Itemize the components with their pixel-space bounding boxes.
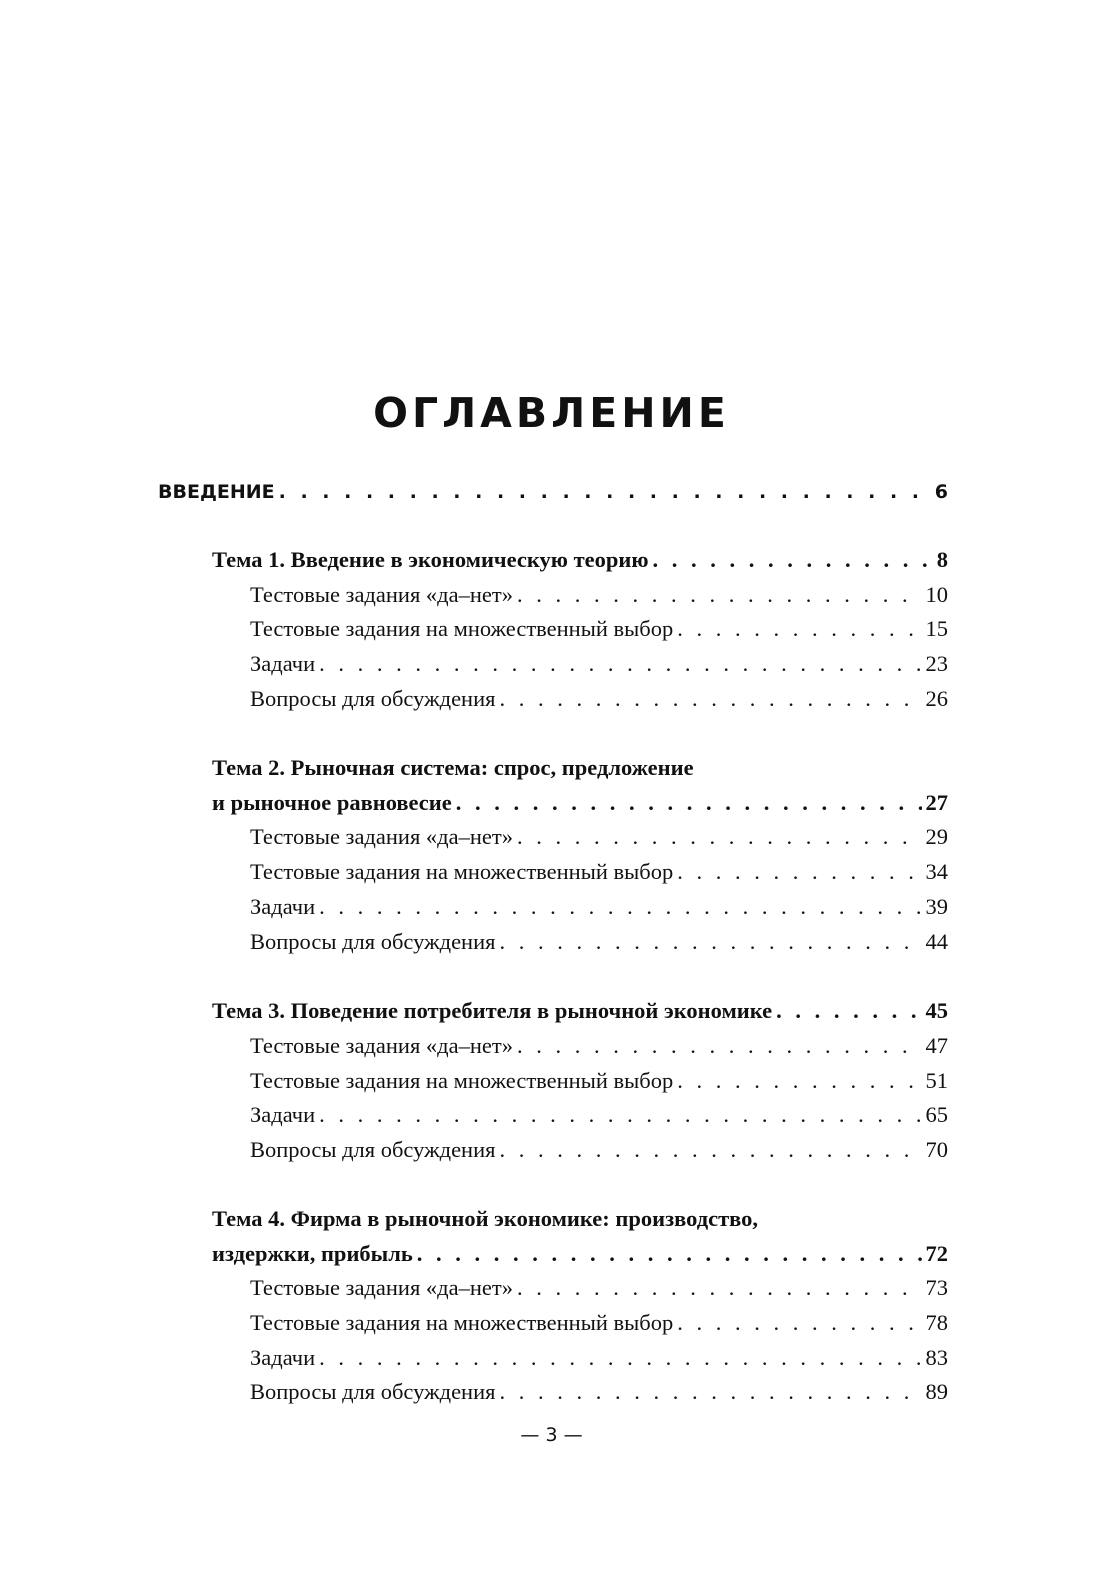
toc-topic-title: Тема 4. Фирма в рыночной экономике: производство, xyxy=(212,1206,759,1231)
toc-subentry-label: Задачи xyxy=(250,1102,316,1127)
toc-page-number: 10 xyxy=(925,582,948,607)
toc-subentry[interactable] xyxy=(250,1133,948,1167)
dot-leader xyxy=(517,1271,922,1305)
toc-subentry[interactable] xyxy=(250,1064,948,1098)
toc-subentry[interactable] xyxy=(250,1375,948,1409)
toc-subentry-label: Тестовые задания на множественный выбор xyxy=(250,1068,674,1093)
toc-page-number: 78 xyxy=(925,1310,948,1335)
dot-leader xyxy=(279,475,931,509)
toc-page-number: 73 xyxy=(925,1275,948,1300)
toc-page-number: 15 xyxy=(925,616,948,641)
toc-subentry[interactable] xyxy=(250,855,948,889)
toc-page-number: 70 xyxy=(925,1137,948,1162)
toc-subentry[interactable] xyxy=(250,1306,948,1340)
dot-leader xyxy=(677,612,921,646)
dot-leader xyxy=(500,925,922,959)
toc-subentry-label: Вопросы для обсуждения xyxy=(250,686,496,711)
toc-subentry-label: Тестовые задания на множественный выбор xyxy=(250,616,674,641)
toc-page-number: 27 xyxy=(925,790,948,815)
toc-page-number: 72 xyxy=(925,1241,948,1266)
dot-leader xyxy=(456,786,922,820)
toc-page-number: 8 xyxy=(936,547,948,572)
toc-page-number: 6 xyxy=(934,481,948,503)
toc-page-number: 23 xyxy=(925,651,948,676)
toc-subentry[interactable] xyxy=(250,647,948,681)
toc-subentry-label: Тестовые задания на множественный выбор xyxy=(250,859,674,884)
toc-subentry-label: Тестовые задания «да–нет» xyxy=(250,824,513,849)
dot-leader xyxy=(517,578,922,612)
toc-topic-title: Тема 1. Введение в экономическую теорию xyxy=(212,547,649,572)
toc-page-number: 89 xyxy=(925,1379,948,1404)
toc-topic-title: Тема 3. Поведение потребителя в рыночной экономике xyxy=(212,998,773,1023)
dot-leader xyxy=(500,1375,922,1409)
dot-leader xyxy=(517,1029,922,1063)
toc-entry-label: ВВЕДЕНИЕ xyxy=(158,481,275,503)
dot-leader xyxy=(677,1306,921,1340)
toc-page-number: 51 xyxy=(925,1068,948,1093)
toc-entry-intro[interactable] xyxy=(158,475,948,509)
toc-subentry-label: Тестовые задания «да–нет» xyxy=(250,1033,513,1058)
toc-subentry-label: Тестовые задания на множественный выбор xyxy=(250,1310,674,1335)
toc-page-number: 44 xyxy=(925,929,948,954)
dot-leader xyxy=(417,1237,922,1271)
toc-subentry-label: Тестовые задания «да–нет» xyxy=(250,582,513,607)
toc-topic-2-title-line[interactable] xyxy=(212,751,948,785)
toc-subentry-label: Задачи xyxy=(250,651,316,676)
dot-leader xyxy=(319,890,921,924)
toc-page-number: 83 xyxy=(925,1345,948,1370)
toc-subentry-label: Вопросы для обсуждения xyxy=(250,1379,496,1404)
page-number-footer: — 3 — xyxy=(520,1424,583,1446)
toc-subentry[interactable] xyxy=(250,682,948,716)
toc-topic-1[interactable] xyxy=(212,543,948,577)
toc-topic-title: Тема 2. Рыночная система: спрос, предложение xyxy=(212,755,694,780)
toc-subentry[interactable] xyxy=(250,1098,948,1132)
toc-topic-4-title-line[interactable] xyxy=(212,1202,948,1236)
toc-subentry[interactable] xyxy=(250,925,948,959)
dot-leader xyxy=(500,682,922,716)
dot-leader xyxy=(517,820,922,854)
toc-page-number: 34 xyxy=(925,859,948,884)
toc-subentry[interactable] xyxy=(250,890,948,924)
toc-page-number: 39 xyxy=(925,894,948,919)
dot-leader xyxy=(319,647,921,681)
toc-page-number: 45 xyxy=(925,998,948,1023)
toc-subentry[interactable] xyxy=(250,612,948,646)
dot-leader xyxy=(677,1064,921,1098)
toc-subentry-label: Вопросы для обсуждения xyxy=(250,929,496,954)
toc-subentry-label: Задачи xyxy=(250,894,316,919)
dot-leader xyxy=(319,1098,921,1132)
toc-page-number: 47 xyxy=(925,1033,948,1058)
toc-topic-3[interactable] xyxy=(212,994,948,1028)
toc-page-number: 29 xyxy=(925,824,948,849)
dot-leader xyxy=(500,1133,922,1167)
dot-leader xyxy=(319,1341,921,1375)
toc-subentry-label: Тестовые задания «да–нет» xyxy=(250,1275,513,1300)
dot-leader xyxy=(677,855,921,889)
toc-page-number: 26 xyxy=(925,686,948,711)
dot-leader xyxy=(653,543,933,577)
toc-topic-2[interactable] xyxy=(212,786,948,820)
page-title: ОГЛАВЛЕНИЕ xyxy=(373,389,730,437)
toc-topic-title: и рыночное равновесие xyxy=(212,790,452,815)
toc-topic-4[interactable] xyxy=(212,1237,948,1271)
toc-topic-title: издержки, прибыль xyxy=(212,1241,413,1266)
toc-subentry[interactable] xyxy=(250,1271,948,1305)
toc-subentry[interactable] xyxy=(250,820,948,854)
toc-subentry-label: Вопросы для обсуждения xyxy=(250,1137,496,1162)
toc-subentry[interactable] xyxy=(250,1029,948,1063)
toc-page-number: 65 xyxy=(925,1102,948,1127)
toc-subentry[interactable] xyxy=(250,578,948,612)
dot-leader xyxy=(776,994,921,1028)
toc-subentry[interactable] xyxy=(250,1341,948,1375)
toc-subentry-label: Задачи xyxy=(250,1345,316,1370)
